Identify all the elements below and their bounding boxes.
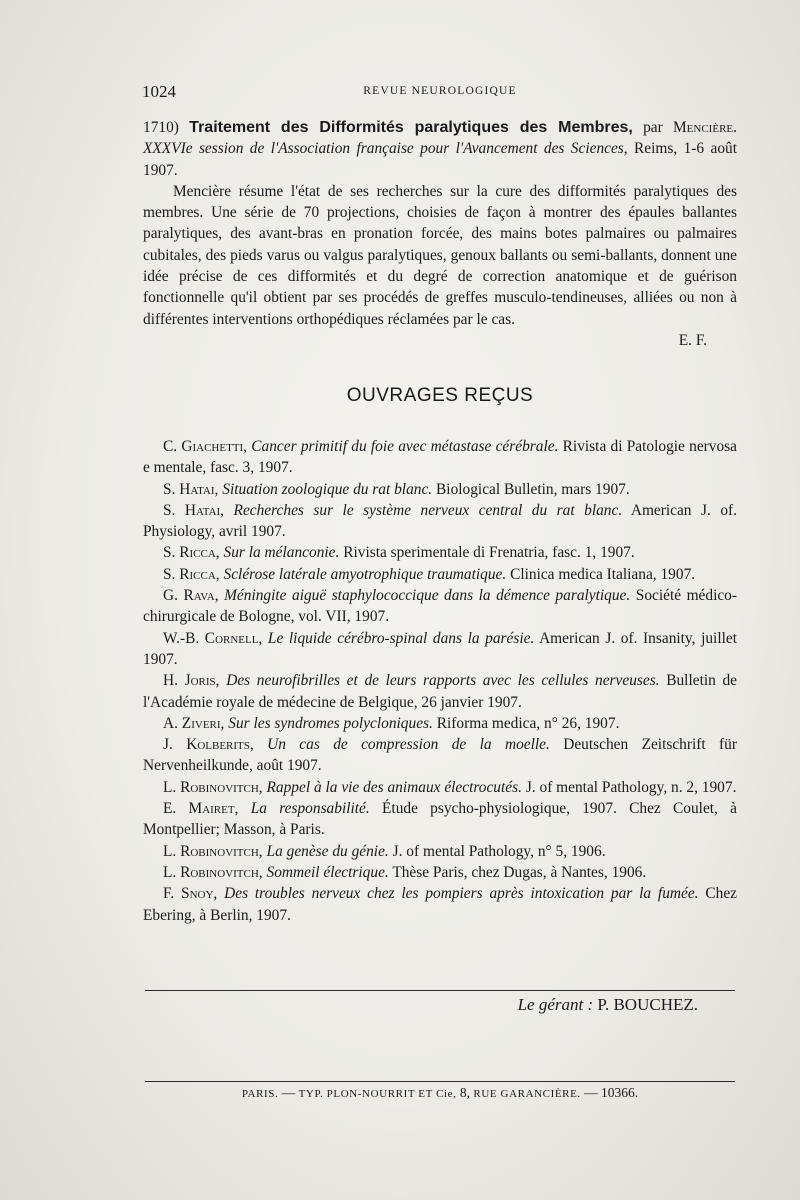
printer-imprint [145, 1085, 735, 1101]
article-session: XXXVIe session de l'Association française pour l'Avancement des Sciences, [143, 140, 628, 158]
article-author: Mencière. [673, 119, 737, 136]
book-details: American J. of. Insanity, juillet 1907. [143, 629, 737, 668]
book-entry [143, 862, 737, 883]
book-details: Rivista sperimentale di Frenatria, fasc. 1, 1907. [343, 544, 635, 562]
manager-label: Le gérant : [517, 995, 594, 1014]
article-title: Traitement des Difformités paralytiques des Membres, [189, 119, 633, 136]
article-number: 1710) [143, 119, 179, 136]
book-title: Sclérose latérale amyotrophique traumatique. [223, 565, 507, 583]
page-number: 1024 [142, 82, 176, 101]
book-entry [143, 436, 737, 479]
article-signature: E. F. [678, 331, 707, 349]
book-author: L. Robinovitch, [163, 778, 263, 796]
manager-name: P. BOUCHEZ. [597, 995, 698, 1014]
book-title: Méningite aiguë staphylococcique dans la démence paralytique. [224, 587, 631, 605]
footer-rule-bottom [145, 1081, 735, 1082]
book-title: Sur les syndromes polycloniques. [228, 714, 433, 732]
book-entry [143, 585, 737, 628]
book-entry [143, 713, 737, 734]
book-details: Rivista di Patologie nervosa e mentale, fasc. 3, 1907. [143, 438, 737, 477]
book-details: Étude psycho-physiologique, 1907. Chez Coulet, à Montpellier; Masson, à Paris. [143, 800, 738, 839]
book-title: Sommeil électrique. [266, 863, 389, 881]
article-venue: Reims, 1-6 août 1907. [143, 140, 737, 179]
section-heading: OUVRAGES REÇUS [346, 385, 534, 406]
article-abstract [143, 117, 737, 351]
book-title: La responsabilité. [250, 800, 370, 818]
book-entry [143, 883, 737, 926]
book-author: S. Ricca, [163, 565, 220, 583]
book-title: Rappel à la vie des animaux électrocutés. [266, 778, 522, 796]
book-author: S. Hatai, [163, 480, 219, 498]
book-title: Un cas de compression de la moelle. [267, 736, 550, 754]
article-header [143, 117, 737, 181]
book-details: J. of mental Pathology, n° 5, 1906. [392, 842, 606, 860]
article-signature-line [143, 330, 737, 351]
book-author: G. Rava, [163, 587, 219, 605]
imprint-dash-1: — [281, 1085, 296, 1100]
book-details: Clinica medica Italiana, 1907. [510, 565, 696, 583]
article-summary-text: Mencière résume l'état de ses recherches sur la cure des difformités paralytiques des membres. Une série de 70 projections, choisies de façon à montrer des épaules ballantes paralytiques, des avant-bras en pronation forcée, des mains botes palmaires ou palmaires cubitales, des pieds varus ou valgus paralytiques, genoux ballants ou semi-ballants, donnent une idée précise de ces difformités et du degré de correction anatomique et de guérison fonctionnelle qu'il obtient par ses procédés de greffes musculo-tendineuses, alliées ou non à différentes interventions orthopédiques réclamées par le cas. [143, 182, 737, 328]
book-title: Le liquide cérébro-spinal dans la parésie. [267, 629, 535, 647]
book-entry [143, 670, 737, 713]
book-details: Chez Ebering, à Berlin, 1907. [143, 885, 737, 924]
book-entry [143, 777, 737, 798]
book-title: Des neurofibrilles et de leurs rapports avec les cellules nerveuses. [226, 672, 660, 690]
book-title: Cancer primitif du foie avec métastase cérébrale. [251, 438, 559, 455]
imprint-number: 8, [459, 1085, 471, 1100]
book-entry [143, 542, 737, 563]
book-title: Recherches sur le système nerveux central du rat blanc. [233, 501, 623, 519]
book-author: F. Snoy, [163, 885, 218, 903]
book-details: Deutschen Zeitschrift für Nervenheilkunde, août 1907. [143, 736, 737, 775]
book-author: L. Robinovitch, [163, 842, 263, 860]
book-title: Sur la mélanconie. [223, 544, 340, 562]
book-entry [143, 564, 737, 585]
imprint-dash-2: — [584, 1085, 598, 1100]
book-entry [143, 500, 737, 543]
book-author: C. Giachetti, [163, 438, 248, 455]
imprint-printer: TYP. PLON-NOURRIT ET Cie, [298, 1088, 457, 1100]
book-entry [143, 841, 737, 862]
book-author: L. Robinovitch, [163, 863, 263, 881]
running-head [142, 82, 738, 104]
book-details: Société médico-chirurgicale de Bologne, vol. VII, 1907. [143, 587, 737, 626]
book-title: La genèse du génie. [266, 842, 389, 860]
manager-line [518, 995, 698, 1015]
books-received-list [143, 436, 737, 926]
book-entry [143, 734, 737, 777]
book-entry [143, 628, 737, 671]
journal-title: REVUE NEUROLOGIQUE [363, 85, 517, 97]
book-title: Situation zoologique du rat blanc. [222, 480, 433, 498]
footer-rule-top [145, 990, 735, 991]
book-details: Thèse Paris, chez Dugas, à Nantes, 1906. [392, 863, 647, 881]
imprint-code: 10366. [601, 1085, 639, 1100]
imprint-city: PARIS. [241, 1088, 279, 1100]
book-details: Bulletin de l'Académie royale de médecine de Belgique, 26 janvier 1907. [143, 672, 737, 711]
book-details: Riforma medica, n° 26, 1907. [436, 714, 620, 732]
book-details: Biological Bulletin, mars 1907. [436, 480, 630, 498]
book-author: S. Ricca, [163, 544, 220, 562]
book-entry [143, 479, 737, 500]
book-details: J. of mental Pathology, n. 2, 1907. [525, 778, 737, 796]
book-author: E. Mairet, [163, 800, 239, 818]
book-title: Des troubles nerveux chez les pompiers après intoxication par la fumée. [224, 885, 699, 903]
book-author: H. Joris, [163, 672, 220, 690]
book-details: American J. of. Physiology, avril 1907. [143, 501, 737, 541]
article-by: par [643, 119, 663, 136]
book-author: J. Kolberits, [163, 736, 254, 754]
article-summary [143, 181, 737, 330]
book-entry [143, 798, 737, 841]
book-author: A. Ziveri, [163, 714, 225, 732]
imprint-street: RUE GARANCIÈRE. [473, 1088, 581, 1100]
book-author: S. Hatai, [163, 501, 225, 519]
book-author: W.-B. Cornell, [163, 629, 263, 647]
